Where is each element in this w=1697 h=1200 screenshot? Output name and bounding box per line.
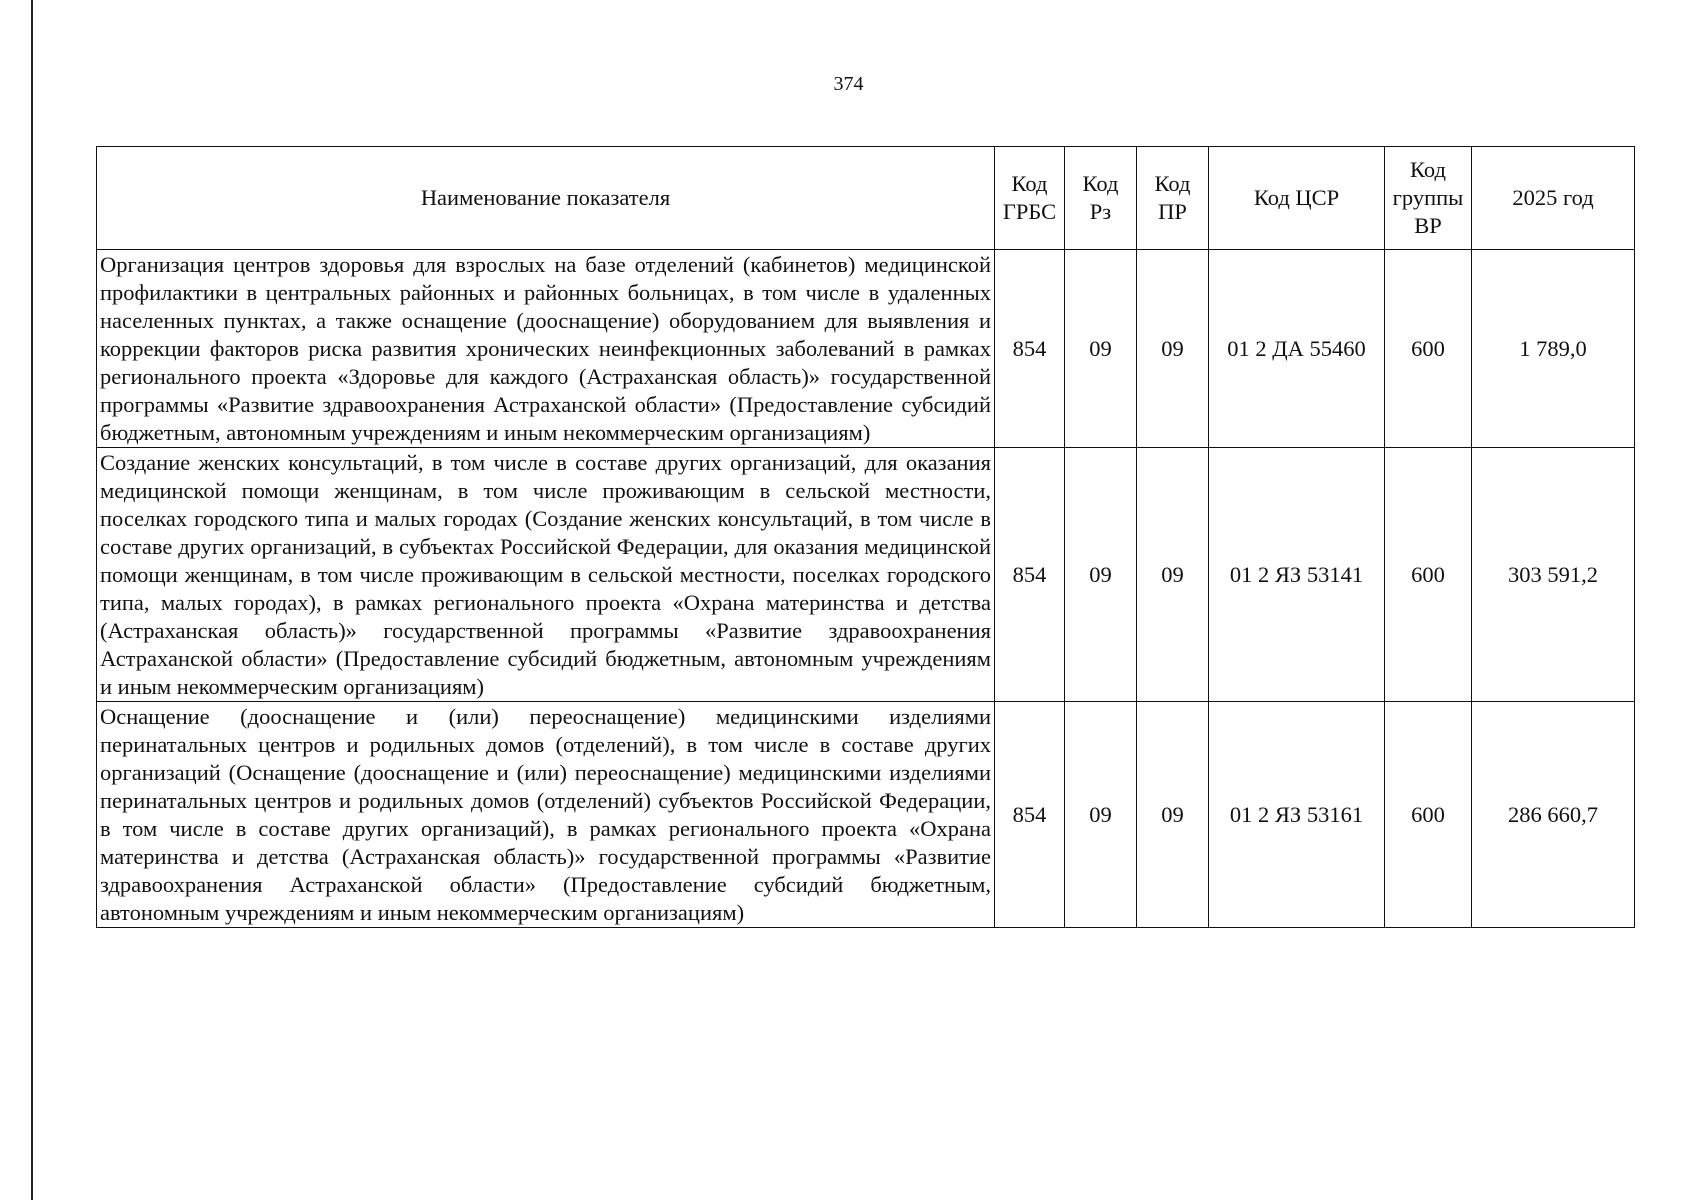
header-pr-line-1: Код	[1154, 171, 1191, 196]
header-year-label: 2025 год	[1512, 185, 1594, 210]
header-rz-line-1: Код	[1082, 171, 1119, 196]
header-grbs	[995, 147, 1065, 250]
row-csr: 01 2 ДА 55460	[1209, 250, 1385, 448]
header-vr	[1385, 147, 1472, 250]
header-vr-line-2: группы	[1392, 185, 1464, 210]
header-name	[97, 147, 995, 250]
row-grbs: 854	[995, 250, 1065, 448]
row-rz: 09	[1065, 250, 1137, 448]
row-vr: 600	[1385, 702, 1472, 928]
row-amount: 303 591,2	[1472, 448, 1635, 702]
table-row	[97, 702, 1635, 928]
row-csr: 01 2 ЯЗ 53141	[1209, 448, 1385, 702]
row-rz: 09	[1065, 702, 1137, 928]
table-row	[97, 448, 1635, 702]
header-csr-label: Код ЦСР	[1253, 185, 1340, 210]
header-name-label: Наименование показателя	[420, 185, 671, 210]
header-grbs-line-1: Код	[1011, 171, 1048, 196]
row-pr: 09	[1137, 702, 1209, 928]
row-pr: 09	[1137, 250, 1209, 448]
row-name: Организация центров здоровья для взрослых на базе отделений (кабинетов) медицинской профилактики в центральных районных и районных больницах, в том числе в удаленных населенных пунктах, а также оснащение (дооснащение) оборудованием для выявления и коррекции факторов риска развития хронических неинфекционных заболеваний в рамках регионального проекта «Здоровье для каждого (Астраханская область)» государственной программы «Развитие здравоохранения Астраханской области» (Предоставление субсидий бюджетным, автономным учреждениям и иным некоммерческим организациям)	[97, 250, 995, 448]
row-pr: 09	[1137, 448, 1209, 702]
header-grbs-line-2: ГРБС	[1002, 199, 1057, 224]
budget-table	[96, 146, 1635, 928]
table-header-row	[97, 147, 1635, 250]
row-name: Оснащение (дооснащение и (или) переоснащение) медицинскими изделиями перинатальных центров и родильных домов (отделений), в том числе в составе других организаций (Оснащение (дооснащение и (или) переоснащение) медицинскими изделиями перинатальных центров и родильных домов (отделений) субъектов Российской Федерации, в том числе в составе других организаций), в рамках регионального проекта «Охрана материнства и детства (Астраханская область)» государственной программы «Развитие здравоохранения Астраханской области» (Предоставление субсидий бюджетным, автономным учреждениям и иным некоммерческим организациям)	[97, 702, 995, 928]
row-grbs: 854	[995, 702, 1065, 928]
header-pr-line-2: ПР	[1158, 199, 1187, 224]
row-vr: 600	[1385, 250, 1472, 448]
header-pr	[1137, 147, 1209, 250]
scan-margin-line	[31, 0, 33, 1200]
header-vr-line-1: Код	[1410, 157, 1446, 182]
row-rz: 09	[1065, 448, 1137, 702]
row-grbs: 854	[995, 448, 1065, 702]
row-amount: 286 660,7	[1472, 702, 1635, 928]
row-amount: 1 789,0	[1472, 250, 1635, 448]
table-row	[97, 250, 1635, 448]
row-vr: 600	[1385, 448, 1472, 702]
header-csr	[1209, 147, 1385, 250]
page-number: 374	[833, 73, 864, 95]
row-name: Создание женских консультаций, в том числе в составе других организаций, для оказания медицинской помощи женщинам, в том числе проживающим в сельской местности, поселках городского типа и малых городах (Создание женских консультаций, в том числе в составе других организаций, в субъектах Российской Федерации, для оказания медицинской помощи женщинам, в том числе проживающим в сельской местности, поселках городского типа, малых городах), в рамках регионального проекта «Охрана материнства и детства (Астраханская область)» государственной программы «Развитие здравоохранения Астраханской области» (Предоставление субсидий бюджетным, автономным учреждениям и иным некоммерческим организациям)	[97, 448, 995, 702]
header-rz	[1065, 147, 1137, 250]
header-year	[1472, 147, 1635, 250]
header-rz-line-2: Рз	[1089, 199, 1112, 224]
row-csr: 01 2 ЯЗ 53161	[1209, 702, 1385, 928]
header-vr-line-3: ВР	[1414, 213, 1442, 238]
